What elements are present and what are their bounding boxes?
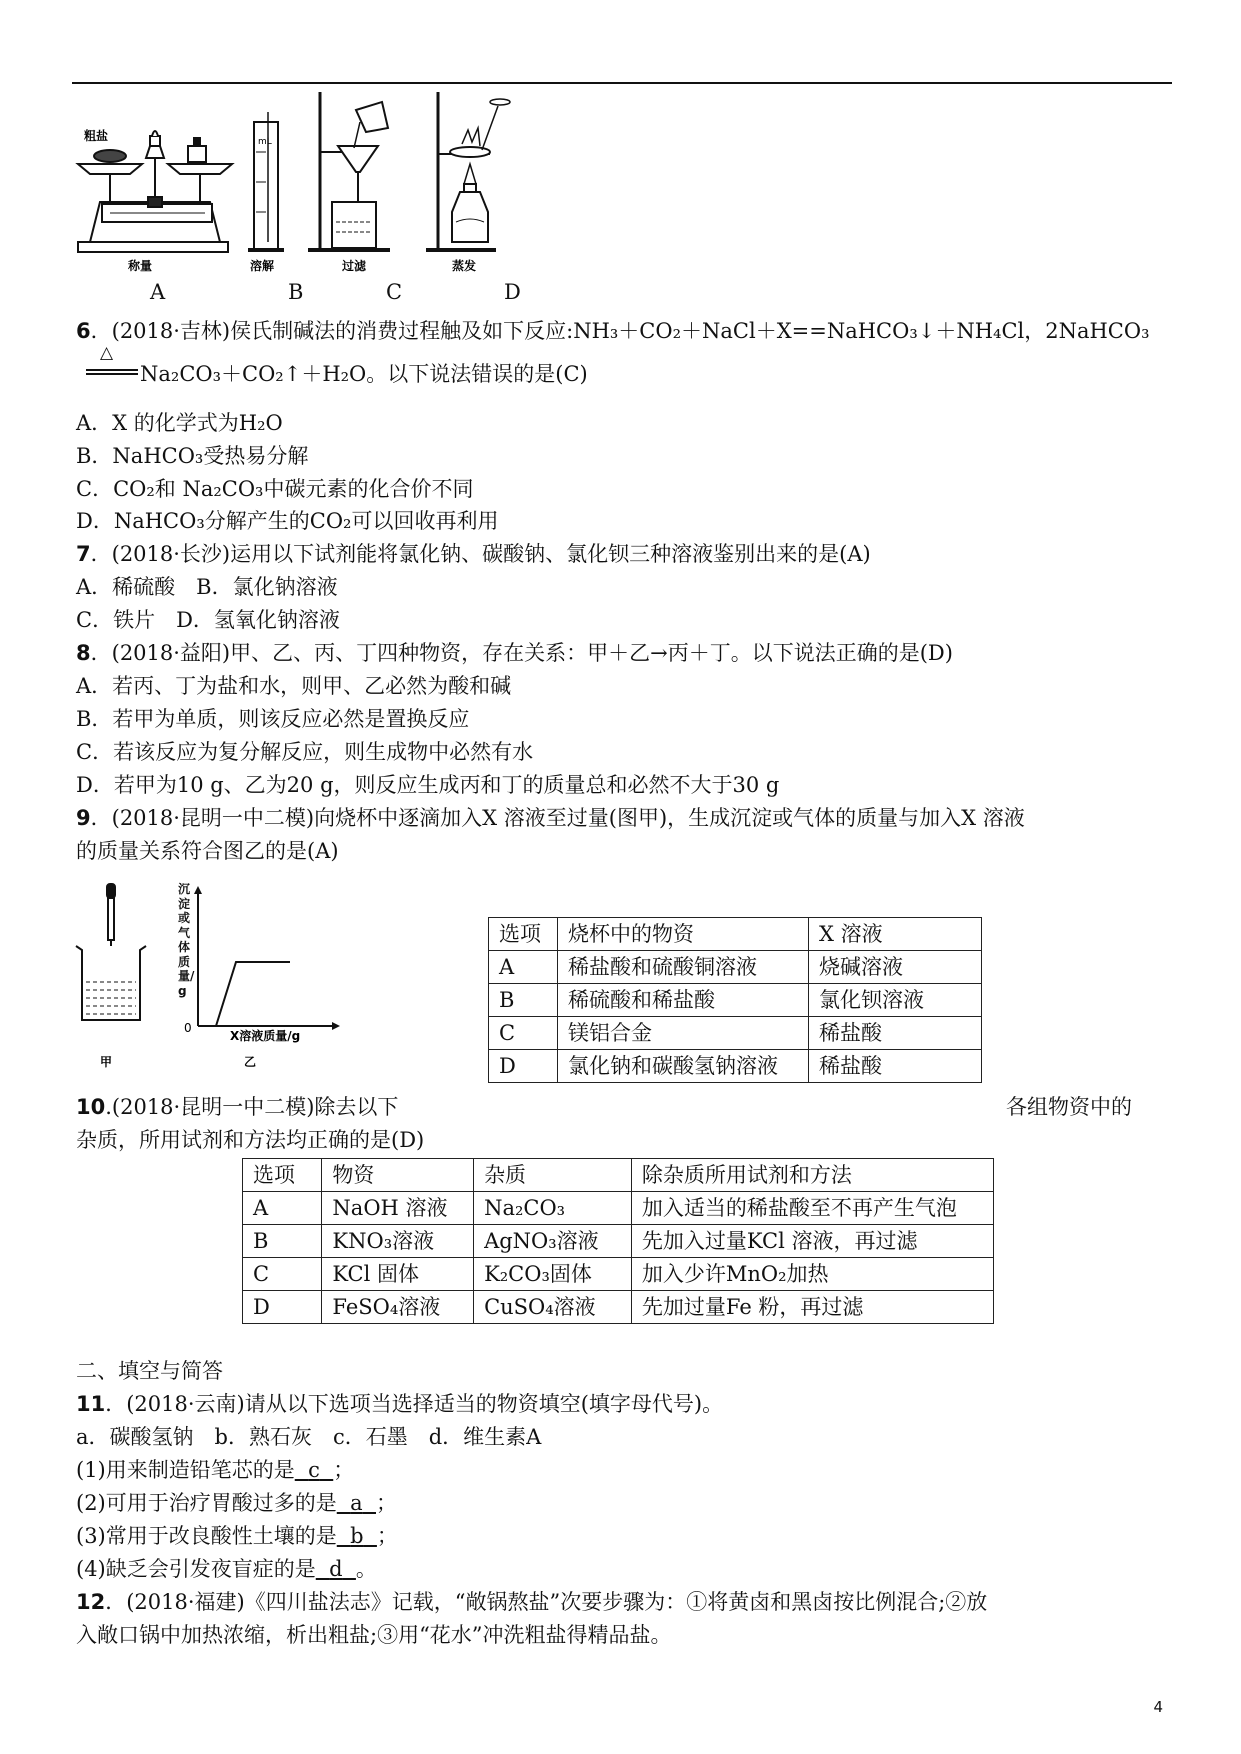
q9-figure <box>70 880 370 1076</box>
q6-option-c: C．CO₂和 Na₂CO₃中碳元素的化合价不同 <box>76 477 474 501</box>
filtration-drawing <box>308 92 390 250</box>
fig-jia-label: 甲 <box>100 1055 113 1069</box>
caption-filter: 过滤 <box>342 259 367 272</box>
q6-option-a: A．X 的化学式为H₂O <box>76 411 283 435</box>
table-row: A NaOH 溶液 Na₂CO₃ 加入适当的稀盐酸至不再产生气泡 <box>243 1192 994 1225</box>
apparatus-figure <box>70 92 590 272</box>
heat-symbol: △ <box>100 343 114 363</box>
evaporation-drawing <box>426 92 510 250</box>
q9-table <box>488 917 982 1083</box>
q11-stem: 11．(2018·云南)请从以下选项当选择适当的物资填空(填字母代号)。 <box>76 1392 724 1416</box>
table-row: D FeSO₄溶液 CuSO₄溶液 先加过量Fe 粉，再过滤 <box>243 1291 994 1324</box>
table-row: C 镁铝合金 稀盐酸 <box>489 1017 982 1050</box>
q9-line2: 的质量关系符合图乙的是(A) <box>76 839 339 863</box>
q11-choices: a．碳酸氢钠 b．熟石灰 c．石墨 d．维生素A <box>76 1425 542 1449</box>
q6-line1: 6．(2018·吉林)侯氏制碱法的消费过程触及如下反应:NH₃＋CO₂＋NaCl＋X==NaHCO₃↓＋NH₄Cl，2NaHCO₃ <box>76 319 1150 343</box>
table-row: 选项 烧杯中的物资 X 溶液 <box>489 918 982 951</box>
table-row: C KCl 固体 K₂CO₃固体 加入少许MnO₂加热 <box>243 1258 994 1291</box>
q8-option-b: B．若甲为单质，则该反应必然是置换反应 <box>76 707 470 731</box>
caption-weigh: 称量 <box>128 259 153 272</box>
ml-label: mL <box>258 137 272 147</box>
q8-option-c: C．若该反应为复分解反应，则生成物中必然有水 <box>76 740 534 764</box>
caption-dissolve: 溶解 <box>250 259 275 272</box>
graph-origin: 0 <box>184 1021 192 1035</box>
graph-line <box>216 962 290 1026</box>
table-row: A 稀盐酸和硫酸铜溶液 烧碱溶液 <box>489 951 982 984</box>
q8-option-a: A．若丙、丁为盐和水，则甲、乙必然为酸和碱 <box>76 674 512 698</box>
q10-stem-b: 各组物资中的 <box>1006 1095 1132 1119</box>
table-row: B KNO₃溶液 AgNO₃溶液 先加入过量KCl 溶液，再过滤 <box>243 1225 994 1258</box>
graph-ylabel: 沉淀或气体质量/g <box>178 882 195 998</box>
cylinder-drawing <box>248 112 284 250</box>
q10-stem-a: 10.(2018·昆明一中二模)除去以下 <box>76 1095 399 1119</box>
table-row: 选项 物资 杂质 除杂质所用试剂和方法 <box>243 1159 994 1192</box>
q9-line1: 9．(2018·昆明一中二模)向烧杯中逐滴加入X 溶液至过量(图甲)，生成沉淀或气体的质量与加入X 溶液 <box>76 806 1025 830</box>
label-d: D <box>504 280 521 304</box>
label-c: C <box>386 280 403 304</box>
caption-evaporate: 蒸发 <box>452 259 477 272</box>
label-b: B <box>288 280 304 304</box>
page-number: 4 <box>1153 1698 1163 1716</box>
graph-xlabel: X溶液质量/g <box>230 1029 301 1043</box>
header-rule <box>72 82 1172 84</box>
beaker-dropper-drawing <box>76 884 146 1020</box>
graph-yi <box>184 886 340 1069</box>
q6-option-d: D．NaHCO₃分解产生的CO₂可以回收再利用 <box>76 509 499 533</box>
q8-stem: 8．(2018·益阳)甲、乙、丙、丁四种物资，存在关系：甲＋乙→丙＋丁。以下说法正确的是(D) <box>76 641 953 665</box>
reaction-equals <box>86 369 138 375</box>
q11-item-2: (2)可用于治疗胃酸过多的是 a ； <box>76 1491 397 1515</box>
q10-table <box>242 1158 994 1324</box>
q7-options-2: C．铁片 D．氢氧化钠溶液 <box>76 608 340 632</box>
q7-stem: 7．(2018·长沙)运用以下试剂能将氯化钠、碳酸钠、氯化钡三种溶液鉴别出来的是(A) <box>76 542 871 566</box>
q6-line2: Na₂CO₃＋CO₂↑＋H₂O。以下说法错误的是(C) <box>140 362 588 386</box>
section-title: 二、填空与简答 <box>76 1359 223 1383</box>
table-row: B 稀硫酸和稀盐酸 氯化钡溶液 <box>489 984 982 1017</box>
fig-yi-label: 乙 <box>244 1055 257 1069</box>
coarse-salt-label: 粗盐 <box>84 129 109 143</box>
table-row: D 氯化钠和碳酸氢钠溶液 稀盐酸 <box>489 1050 982 1083</box>
q10-line2: 杂质，所用试剂和方法均正确的是(D) <box>76 1128 425 1152</box>
q11-item-4: (4)缺乏会引发夜盲症的是 d 。 <box>76 1557 377 1581</box>
q12-line1: 12．(2018·福建)《四川盐法志》记载，“敞锅熬盐”次要步骤为：①将黄卤和黑卤按比例混合;②放 <box>76 1590 988 1614</box>
q7-options-1: A．稀硫酸 B．氯化钠溶液 <box>76 575 338 599</box>
q11-item-1: (1)用来制造铅笔芯的是 c ； <box>76 1458 355 1482</box>
balance-drawing <box>78 131 232 252</box>
q11-item-3: (3)常用于改良酸性土壤的是 b ； <box>76 1524 398 1548</box>
label-a: A <box>150 280 166 304</box>
q8-option-d: D．若甲为10 g、乙为20 g，则反应生成丙和丁的质量总和必然不大于30 g <box>76 773 780 797</box>
q12-line2: 入敞口锅中加热浓缩，析出粗盐;③用“花水”冲洗粗盐得精品盐。 <box>76 1623 672 1647</box>
q6-option-b: B．NaHCO₃受热易分解 <box>76 444 309 468</box>
